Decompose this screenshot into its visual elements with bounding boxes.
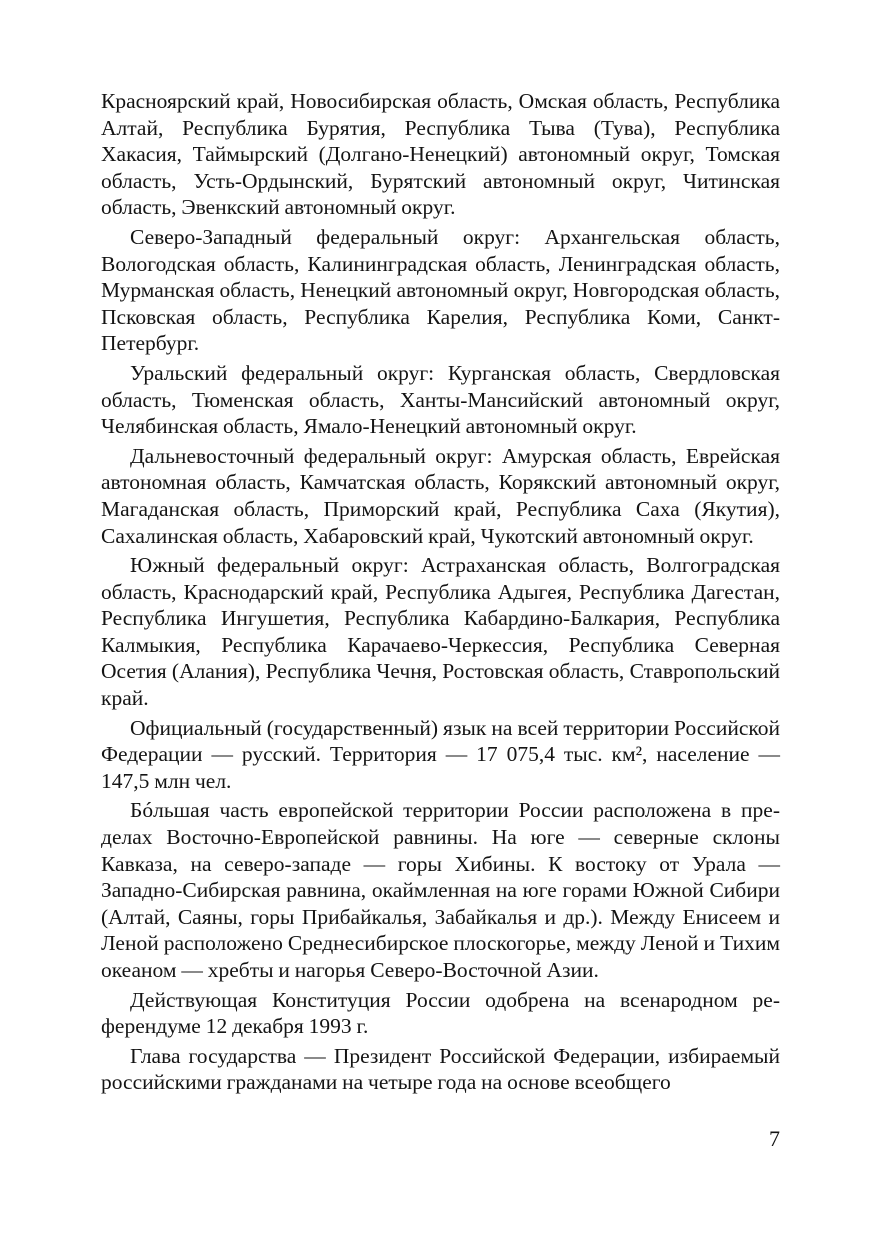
paragraph-northwestern-district: Северо-Западный федеральный округ: Архангельская область, Вологодская область, Калининградская область, Ленинградская область, Мурманская область, Ненецкий автономный округ, Новгородская область, Псковская область, Республика Карелия, Республика Коми, Санкт-Петербург. [101, 224, 780, 356]
paragraph-geography: Бóльшая часть европейской территории России расположена в пределах Восточно-Европейской равнины. На юге — северные склоны Кавказа, на северо-западе — горы Хибины. К востоку от Урала — Западно-Сибирская равнина, окаймленная на юге горами Южной Сибири (Алтай, Саяны, горы Прибайкалья, Забайкалья и др.). Между Енисеем и Леной расположено Среднесибирское плоскогорье, между Леной и Тихим океаном — хребты и нагорья Северо-Восточной Азии. [101, 798, 780, 982]
body-text [101, 88, 780, 1096]
paragraph-head-of-state: Глава государства — Президент Российской Федерации, избираемый российскими гражданами на четыре года на основе всеобщего [101, 1043, 780, 1095]
paragraph-siberian-district-continuation: Красноярский край, Новосибирская область, Омская область, Республика Алтай, Республика Бурятия, Республика Тыва (Тува), Республика Хакасия, Таймырский (Долгано-Ненецкий) автономный округ, Томская область, Усть-Ордынский, Бурятский автономный округ, Читинская область, Эвенкский автономный округ. [101, 89, 780, 220]
page-number: 7 [769, 1126, 780, 1151]
paragraph-far-eastern-district: Дальневосточный федеральный округ: Амурская область, Еврейская автономная область, Камчатская область, Корякский автономный округ, Магаданская область, Приморский край, Республика Саха (Якутия), Сахалинская область, Хабаровский край, Чукотский автономный округ. [101, 443, 780, 548]
paragraph-ural-district: Уральский федеральный округ: Курганская область, Свердловская область, Тюменская область, Ханты-Мансийский автономный округ, Челябинская область, Ямало-Ненецкий автономный округ. [101, 360, 780, 439]
paragraph-southern-district: Южный федеральный округ: Астраханская область, Волгоградская область, Краснодарский край, Республика Адыгея, Республика Дагестан, Республика Ингушетия, Республика Кабардино-Балкария, Республика Калмыкия, Республика Карачаево-Черкессия, Республика Северная Осетия (Алания), Республика Чечня, Ростовская область, Ставропольский край. [101, 553, 780, 711]
paragraph-constitution: Действующая Конституция России одобрена на всенародном референдуме 12 декабря 1993 г. [101, 987, 780, 1039]
paragraph-official-language-territory: Официальный (государственный) язык на всей территории Российской Федерации — русский. Территория — 17 075,4 тыс. км², население — 147,5 млн чел. [101, 715, 780, 793]
